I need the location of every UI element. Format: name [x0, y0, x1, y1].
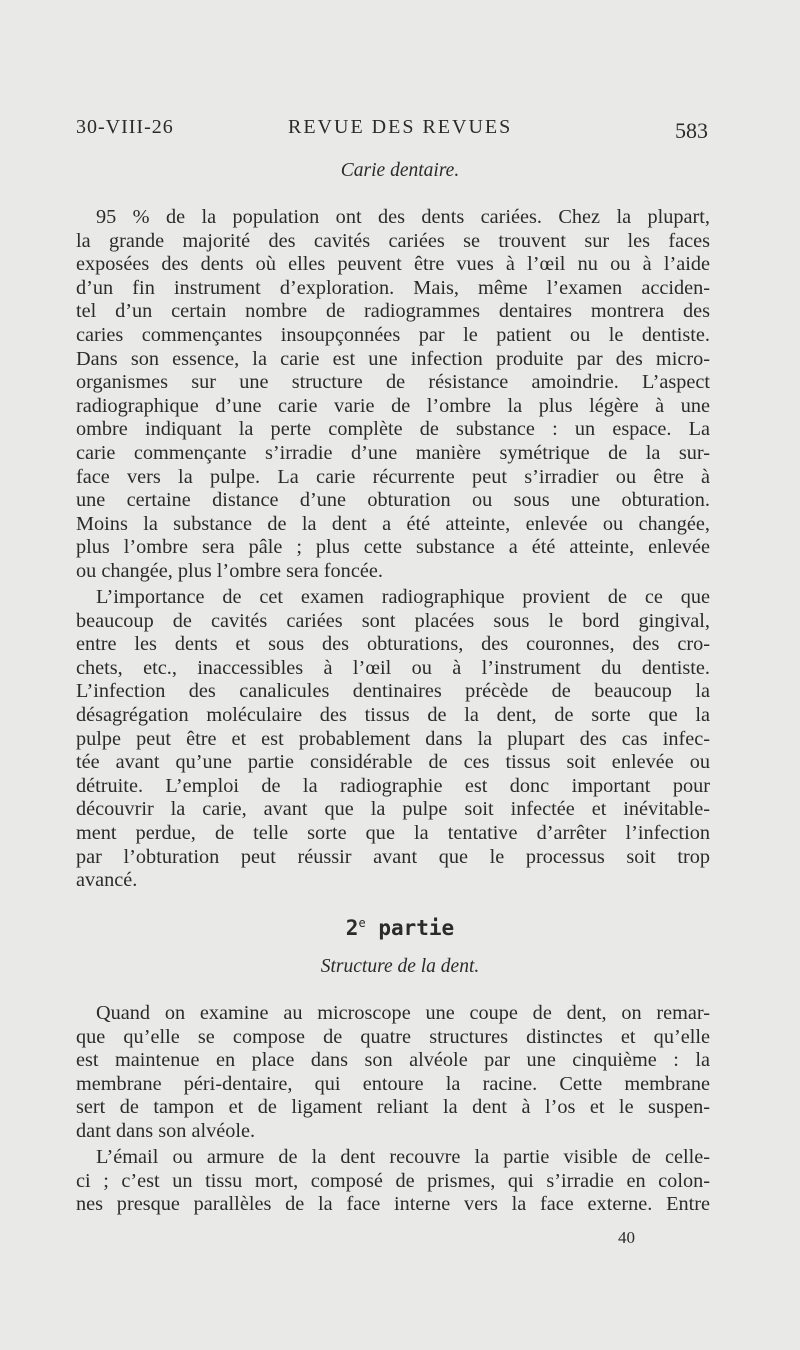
text-line: que qu’elle se compose de quatre structures distinctes et qu’elle [76, 1025, 710, 1048]
text-line: plus l’ombre sera pâle ; plus cette substance a été atteinte, enlevée [76, 536, 710, 559]
text-line: nes presque parallèles de la face interne vers la face externe. Entre [76, 1193, 710, 1216]
text-line: beaucoup de cavités cariées sont placées sous le bord gingival, [76, 609, 710, 632]
journal-title: REVUE DES REVUES [288, 116, 513, 138]
text-line: ment perdue, de telle sorte que la tentative d’arrêter l’infection [76, 821, 710, 844]
text-line: d’un fin instrument d’exploration. Mais, même l’examen acciden- [76, 276, 710, 299]
text-line: carie commençante s’irradie d’une manière symétrique de la sur- [76, 441, 710, 464]
part-word: partie [378, 916, 455, 940]
text-line: chets, etc., inaccessibles à l’œil ou à l’instrument du dentiste. [76, 656, 710, 679]
text-line: tée avant qu’une partie considérable de ces tissus soit enlevée ou [76, 751, 710, 774]
text-line: ombre indiquant la perte complète de substance : un espace. La [76, 418, 710, 441]
text-line: une certaine distance d’une obturation ou sous une obturation. [76, 489, 710, 512]
text-line: pulpe peut être et est probablement dans la plupart des cas infec- [76, 727, 710, 750]
text-line: face vers la pulpe. La carie récurrente peut s’irradier ou être à [76, 465, 710, 488]
text-line: Quand on examine au microscope une coupe de dent, on remar- [96, 1002, 710, 1024]
text-line: ci ; c’est un tissu mort, composé de prismes, qui s’irradie en colon- [76, 1169, 710, 1192]
text-line: entre les dents et sous des obturations, des couronnes, des cro- [76, 633, 710, 656]
section-title-structure: Structure de la dent. [320, 956, 480, 977]
text-line: est maintenue en place dans son alvéole par une cinquième : la [76, 1049, 710, 1072]
text-line: radiographique d’une carie varie de l’ombre la plus légère à une [76, 394, 710, 417]
text-line: sert de tampon et de ligament reliant la dent à l’os et le suspen- [76, 1096, 710, 1119]
paragraph-structure-1 [76, 1002, 710, 1144]
text-line: la grande majorité des cavités cariées se trouvent sur les faces [76, 229, 710, 252]
text-line: organismes sur une structure de résistance amoindrie. L’aspect [76, 371, 710, 394]
text-line: désagrégation moléculaire des tissus de la dent, de sorte que la [76, 703, 710, 726]
text-line: L’émail ou armure de la dent recouvre la partie visible de celle- [96, 1146, 710, 1168]
text-line: avancé. [76, 869, 138, 892]
text-line: caries commençantes insoupçonnées par le patient ou le dentiste. [76, 323, 710, 346]
text-line: tel d’un certain nombre de radiogrammes dentaires montrera des [76, 300, 710, 323]
signature-mark: 40 [618, 1228, 635, 1247]
text-line: L’importance de cet examen radiographique provient de ce que [96, 586, 710, 608]
text-line: découvrir la carie, avant que la pulpe soit infectée et inévitable- [76, 798, 710, 821]
part-heading [0, 916, 800, 940]
paragraph-carie-1 [76, 206, 710, 584]
part-superscript: e [358, 916, 366, 930]
text-line: ou changée, plus l’ombre sera foncée. [76, 559, 383, 582]
text-line: L’infection des canalicules dentinaires précède de beaucoup la [76, 680, 710, 703]
section-title-carie: Carie dentaire. [340, 160, 460, 181]
text-line: dant dans son alvéole. [76, 1119, 256, 1142]
text-line: détruite. L’emploi de la radiographie est donc important pour [76, 774, 710, 797]
paragraph-carie-2 [76, 586, 710, 893]
text-line: Moins la substance de la dent a été atteinte, enlevée ou changée, [76, 512, 710, 535]
paragraph-structure-2 [76, 1146, 710, 1217]
issue-date: 30-VIII-26 [76, 116, 174, 138]
text-line: par l’obturation peut réussir avant que le processus soit trop [76, 845, 710, 868]
text-line: exposées des dents où elles peuvent être vues à l’œil nu ou à l’aide [76, 253, 710, 276]
text-line: membrane péri-dentaire, qui entoure la racine. Cette membrane [76, 1072, 710, 1095]
part-number: 2 [345, 916, 359, 940]
running-head [76, 116, 708, 146]
text-line: 95 % de la population ont des dents cariées. Chez la plupart, [96, 206, 710, 228]
page-number: 583 [675, 118, 708, 143]
text-line: Dans son essence, la carie est une infection produite par des micro- [76, 347, 710, 370]
